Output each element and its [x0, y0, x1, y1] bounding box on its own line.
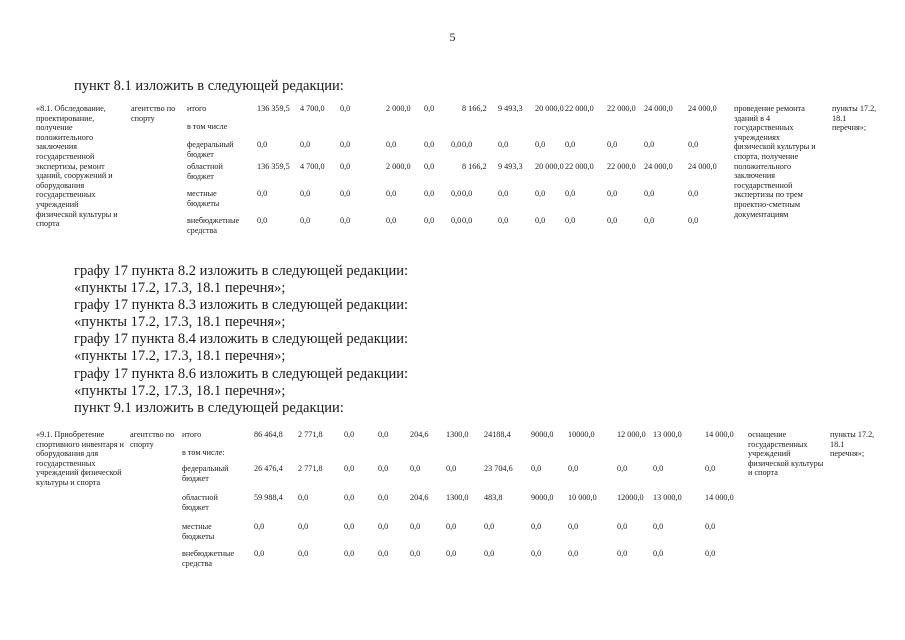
table-cell-value: 0,0	[257, 189, 268, 198]
table-cell-value: 22 000,0	[565, 104, 594, 113]
table-cell-value: 0,0	[644, 216, 655, 225]
table-cell-value: 14 000,0	[705, 430, 734, 439]
table-cell-value: 24 000,0	[644, 104, 673, 113]
table-cell-value: 0,0	[424, 140, 435, 149]
table-cell-value: 0,0	[424, 216, 435, 225]
paragraph: «пункты 17.2, 17.3, 18.1 перечня»;	[74, 382, 286, 399]
table-cell-value: 483,8	[484, 493, 503, 502]
table-cell-value: 0,0	[688, 140, 699, 149]
table-cell-value: 0,0	[653, 549, 664, 558]
table-cell-value: 24 000,0	[644, 162, 673, 171]
table-1-executor: агентство по спорту	[131, 104, 176, 123]
table-cell-value: 0,0	[378, 549, 389, 558]
table-cell-value: 0,0	[424, 162, 435, 171]
table-cell-value: 0,0	[386, 189, 397, 198]
table-cell-value: 2 771,8	[298, 464, 323, 473]
table-cell-value: 86 464,8	[254, 430, 283, 439]
table-cell-value: 1300,0	[446, 493, 469, 502]
table-2-name: «9.1. Приобретение спортивного инвентаря и оборудования для государственных учреждений физической культуры и спорта	[36, 430, 124, 487]
paragraph: «пункты 17.2, 17.3, 18.1 перечня»;	[74, 280, 286, 297]
table-cell-value: 0,0	[535, 216, 546, 225]
table-cell-value: 0,0	[617, 549, 628, 558]
table-cell-value: 0,0	[257, 140, 268, 149]
table-cell-value: 8 166,2	[462, 162, 487, 171]
table-cell-value: 0,0	[607, 140, 618, 149]
table-cell-value: 0,0	[535, 140, 546, 149]
table-cell-value: 4 700,0	[300, 104, 325, 113]
table-cell-value: 0,0	[378, 464, 389, 473]
table-cell-value: 0,0	[484, 522, 495, 531]
table-cell-value: 24188,4	[484, 430, 511, 439]
table-cell-value: 0,0	[300, 216, 311, 225]
table-cell-value: 0,0	[257, 216, 268, 225]
table-cell-value: 0,0	[462, 216, 473, 225]
table-cell-value: 0,0	[568, 549, 579, 558]
heading-8-1: пункт 8.1 изложить в следующей редакции:	[74, 78, 344, 94]
table-cell-value: 0,0	[254, 549, 265, 558]
funding-source-label: областной бюджет	[187, 162, 223, 181]
table-cell-value: 22 000,0	[607, 162, 636, 171]
table-cell-value: 0,0	[446, 549, 457, 558]
paragraph: графу 17 пункта 8.2 изложить в следующей редакции:	[74, 263, 409, 279]
table-cell-value: 0,0	[705, 522, 716, 531]
table-cell-value: 0,0	[344, 549, 355, 558]
paragraph: графу 17 пункта 8.4 изложить в следующей редакции:	[74, 331, 409, 348]
funding-source-label: в том числе:	[182, 448, 225, 457]
table-1-name: «8.1. Обследование, проектирование, получение положительного заключения государственной экспертизы, ремонт зданий, сооружений и оборудования государственных учреждений физической культуры и спорта	[36, 104, 118, 229]
table-cell-value: 136 359,5	[257, 162, 290, 171]
paragraph: пункт 9.1 изложить в следующей редакции:	[74, 399, 344, 416]
table-cell-value: 0,0	[565, 140, 576, 149]
paragraph: графу 17 пункта 8.6 изложить в следующей редакции:	[74, 365, 409, 382]
table-cell-value: 0,0	[607, 216, 618, 225]
table-cell-value: 26 476,4	[254, 464, 283, 473]
table-cell-value: 0,0	[424, 104, 435, 113]
table-cell-value: 0,0	[462, 189, 473, 198]
table-cell-value: 9 493,3	[498, 162, 523, 171]
table-cell-value: 12 000,0	[617, 430, 646, 439]
table-cell-value: 2 000,0	[386, 104, 411, 113]
funding-source-label: в том числе	[187, 122, 228, 131]
table-cell-value: 0,0	[340, 140, 351, 149]
table-cell-value: 9000,0	[531, 493, 554, 502]
funding-source-label: внебюджетные средства	[182, 549, 235, 568]
table-cell-value: 10000,0	[568, 430, 595, 439]
table-cell-value: 0,0	[462, 140, 473, 149]
table-cell-value: 23 704,6	[484, 464, 513, 473]
table-cell-value: 0,0	[386, 140, 397, 149]
table-cell-value: 136 359,5	[257, 104, 290, 113]
table-cell-value: 0,0	[298, 493, 309, 502]
table-cell-value: 4 700,0	[300, 162, 325, 171]
table-cell-value: 0,0	[617, 464, 628, 473]
table-cell-value: 0,0	[705, 464, 716, 473]
funding-source-label: областной бюджет	[182, 493, 218, 512]
table-cell-value: 0,0	[386, 216, 397, 225]
funding-source-label: внебюджетные средства	[187, 216, 240, 235]
table-cell-value: 0,0	[340, 189, 351, 198]
table-cell-value: 22 000,0	[565, 162, 594, 171]
table-cell-value: 0,0	[565, 189, 576, 198]
funding-source-label: итого	[187, 104, 207, 113]
funding-source-label: федеральный бюджет	[182, 464, 229, 483]
table-cell-value: 13 000,0	[653, 493, 682, 502]
paragraph: графу 17 пункта 8.3 изложить в следующей редакции:	[74, 297, 409, 314]
table-cell-value: 204,6	[410, 493, 429, 502]
table-cell-value: 0,0	[644, 189, 655, 198]
table-cell-value: 0,0	[446, 522, 457, 531]
table-cell-value: 22 000,0	[607, 104, 636, 113]
table-cell-value: 9000,0	[531, 430, 554, 439]
table-cell-value: 0,0	[531, 549, 542, 558]
table-cell-value: 0,0	[344, 522, 355, 531]
funding-source-label: итого	[182, 430, 202, 439]
table-cell-value: 0,0	[410, 464, 421, 473]
funding-source-label: местные бюджеты	[187, 189, 220, 208]
table-cell-value: 0,0	[498, 189, 509, 198]
table-cell-value: 20 000,0	[535, 104, 564, 113]
table-cell-value: 0,0	[705, 549, 716, 558]
table-cell-value: 0,0	[607, 189, 618, 198]
funding-source-label: федеральный бюджет	[187, 140, 234, 159]
table-cell-value: 0,0	[451, 189, 462, 198]
table-cell-value: 0,0	[344, 464, 355, 473]
table-cell-value: 0,0	[568, 464, 579, 473]
table-cell-value: 8 166,2	[462, 104, 487, 113]
table-cell-value: 0,0	[378, 522, 389, 531]
table-cell-value: 2 771,8	[298, 430, 323, 439]
table-2-executor: агентство по спорту	[130, 430, 175, 449]
table-cell-value: 0,0	[451, 140, 462, 149]
table-cell-value: 12000,0	[617, 493, 644, 502]
table-cell-value: 0,0	[340, 162, 351, 171]
table-cell-value: 0,0	[300, 189, 311, 198]
table-cell-value: 0,0	[688, 216, 699, 225]
table-cell-value: 0,0	[688, 189, 699, 198]
table-cell-value: 0,0	[446, 464, 457, 473]
table-2-ref: пункты 17.2, 18.1 перечня»;	[830, 430, 875, 459]
table-cell-value: 0,0	[531, 522, 542, 531]
table-cell-value: 20 000,0	[535, 162, 564, 171]
table-cell-value: 0,0	[298, 522, 309, 531]
funding-source-label: местные бюджеты	[182, 522, 215, 541]
table-cell-value: 0,0	[498, 140, 509, 149]
table-cell-value: 0,0	[378, 493, 389, 502]
table-cell-value: 0,0	[298, 549, 309, 558]
table-cell-value: 0,0	[344, 493, 355, 502]
table-cell-value: 0,0	[424, 189, 435, 198]
table-cell-value: 0,0	[484, 549, 495, 558]
page-number: 5	[449, 30, 456, 44]
table-cell-value: 0,0	[410, 522, 421, 531]
table-cell-value: 2 000,0	[386, 162, 411, 171]
table-cell-value: 0,0	[410, 549, 421, 558]
table-1-result: проведение ремонта зданий в 4 государственных учреждениях физической культуры и спорта, получение положительного заключения государственной экспертизы по трем проектно-сметным документациям	[734, 104, 816, 219]
table-cell-value: 59 988,4	[254, 493, 283, 502]
table-cell-value: 9 493,3	[498, 104, 523, 113]
table-cell-value: 24 000,0	[688, 162, 717, 171]
table-cell-value: 0,0	[644, 140, 655, 149]
table-cell-value: 204,6	[410, 430, 429, 439]
table-cell-value: 0,0	[300, 140, 311, 149]
table-cell-value: 0,0	[565, 216, 576, 225]
table-cell-value: 0,0	[340, 104, 351, 113]
table-cell-value: 0,0	[531, 464, 542, 473]
table-cell-value: 13 000,0	[653, 430, 682, 439]
table-cell-value: 0,0	[568, 522, 579, 531]
table-1-ref: пункты 17.2, 18.1 перечня»;	[832, 104, 877, 133]
table-cell-value: 24 000,0	[688, 104, 717, 113]
table-cell-value: 0,0	[498, 216, 509, 225]
table-cell-value: 0,0	[378, 430, 389, 439]
table-cell-value: 10 000,0	[568, 493, 597, 502]
table-cell-value: 0,0	[653, 464, 664, 473]
table-cell-value: 0,0	[344, 430, 355, 439]
table-cell-value: 1300,0	[446, 430, 469, 439]
table-cell-value: 0,0	[254, 522, 265, 531]
table-cell-value: 0,0	[451, 216, 462, 225]
table-cell-value: 0,0	[535, 189, 546, 198]
amendments-block	[74, 263, 408, 417]
table-2-result: оснащение государственных учреждений физической культуры и спорта	[748, 430, 824, 478]
table-cell-value: 0,0	[617, 522, 628, 531]
paragraph: «пункты 17.2, 17.3, 18.1 перечня»;	[74, 348, 286, 365]
paragraph: «пункты 17.2, 17.3, 18.1 перечня»;	[74, 314, 286, 331]
table-cell-value: 0,0	[340, 216, 351, 225]
table-cell-value: 14 000,0	[705, 493, 734, 502]
table-cell-value: 0,0	[653, 522, 664, 531]
